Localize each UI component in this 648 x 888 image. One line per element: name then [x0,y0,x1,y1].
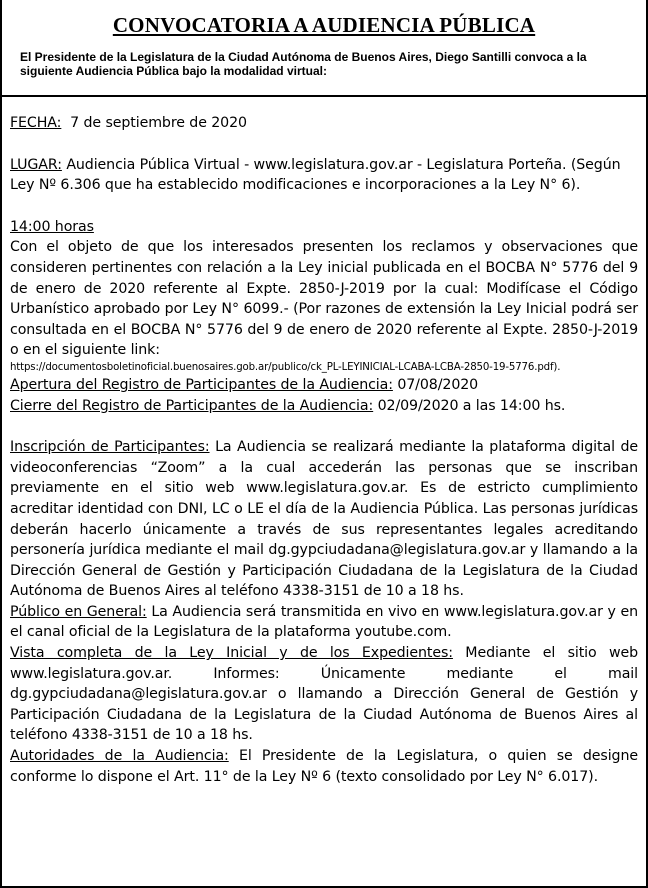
autoridades-label: Autoridades de la Audiencia: [10,748,229,765]
spacer [10,134,638,155]
publico-text: La Audiencia será transmitida en vivo en www.legislatura.gov.ar y en el canal oficial de la Legislatura de la plataforma youtube.com. [10,603,638,641]
lugar-paragraph [10,155,638,196]
apertura-line [10,375,638,396]
autoridades-text: El Presidente de la Legislatura, o quien se designe conforme lo dispone el Art. 11° de la Ley Nº 6 (texto consolidado por Ley N° 6.017). [10,748,638,785]
vista-label: Vista completa de la Ley Inicial y de los Expedientes: [10,645,453,662]
publico-paragraph [10,602,638,643]
intro-text: El Presidente de la Legislatura de la Ciudad Autónoma de Buenos Aires, Diego Santilli convoca a la siguiente Audiencia Pública bajo la modalidad virtual: [20,50,587,78]
fecha-value: 7 de septiembre de 2020 [70,115,247,131]
publico-label: Público en General: [10,603,147,620]
vista-paragraph [10,643,638,746]
page-title: CONVOCATORIA A AUDIENCIA PÚBLICA [112,13,536,37]
fecha-label: FECHA: [10,115,62,131]
objeto-paragraph: Con el objeto de que los interesados presenten los reclamos y observaciones que consideren pertinentes con relación a la Ley inicial publicada en el BOCBA N° 5776 del 9 de enero de 2020 referente al Expte. 2850-J-2019 por la cual: Modifícase el Código Urbanístico aprobado por Ley N° 6099.- (Por razones de extensión la Ley Inicial podrá ser consultada en el BOCBA N° 5776 del 9 de enero de 2020 referente al Expte. 2850-J-2019 o en el siguiente link: [10,239,638,359]
autoridades-paragraph [10,746,638,787]
lugar-label: LUGAR: [10,156,62,173]
inscripcion-paragraph [10,437,638,602]
fecha-line [10,113,638,134]
inscripcion-text: La Audiencia se realizará mediante la plataforma digital de videoconferencias “Zoom” a la cual accederán las personas que se inscriban previamente en el sitio web www.legislatura.gov.ar. Es de estricto cumplimiento acreditar identidad con DNI, LC o LE el día de la Audiencia Pública. Las personas jurídicas deberán hacerlo únicamente a través de sus representantes legales acreditando personería jurídica mediante el mail dg.gypciudadana@legislatura.gov.ar y llamando a la Dirección General de Gestión y Participación Ciudadana de la Legislatura de la Ciudad Autónoma de Buenos Aires al teléfono 4338-3151 de 10 a 18 hs. [10,439,638,600]
apertura-value: 07/08/2020 [397,376,479,393]
cierre-line [10,396,638,417]
cierre-label: Cierre del Registro de Participantes de la Audiencia: [10,397,374,414]
lugar-value: Audiencia Pública Virtual - www.legislatura.gov.ar - Legislatura Porteña. (Según Ley Nº 6.306 que ha establecido modificaciones e incorporaciones a la Ley N° 6). [10,156,621,194]
hora-label: 14:00 horas [10,218,94,235]
notice-body [2,97,646,787]
apertura-label: Apertura del Registro de Participantes de la Audiencia: [10,376,393,393]
ley-inicial-link[interactable]: https://documentosboletinoficial.buenosaires.gob.ar/publico/ck_PL-LEYINICIAL-LCABA-LCBA-2850-19-5776.pdf). [10,361,561,373]
header-box [2,0,646,97]
hora-line [10,217,638,238]
cierre-value: 02/09/2020 a las 14:00 hs. [377,397,566,414]
spacer [10,196,638,217]
vista-text: Mediante el sitio web www.legislatura.gov.ar. Informes: Únicamente mediante el mail dg.gypciudadana@legislatura.gov.ar o llamando a Dirección General de Gestión y Participación Ciudadana de la Legislatura de la Ciudad Autónoma de Buenos Aires al teléfono 4338-3151 de 10 a 18 hs. [10,645,638,744]
spacer [10,416,638,437]
inscripcion-label: Inscripción de Participantes: [10,439,210,456]
